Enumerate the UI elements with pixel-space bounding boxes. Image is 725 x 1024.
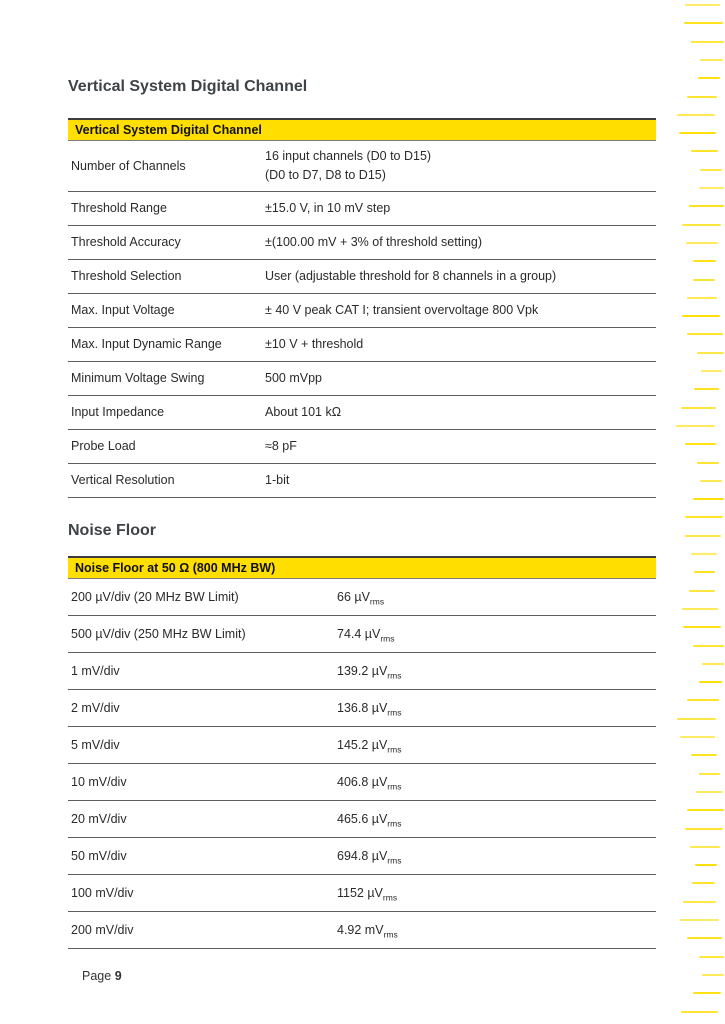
decorative-dash [680,736,715,738]
decorative-dash [687,809,724,811]
decorative-dash [697,352,724,354]
row-value [265,141,656,191]
section-title-vertical-system-digital-channel: Vertical System Digital Channel [68,78,308,95]
decorative-dash [700,169,721,171]
decorative-dash [693,279,715,281]
row-label: 50 mV/div [71,848,127,863]
decorative-dash [693,260,716,262]
decorative-dash [677,718,716,720]
page-content [68,76,656,983]
table-row [68,579,656,616]
row-value [265,329,656,360]
row-value-line: 16 input channels (D0 to D15) [265,149,432,163]
row-value-line: About 101 kΩ [265,405,342,419]
row-label: 1 mV/div [71,663,120,678]
row-label: 2 mV/div [71,700,120,715]
decorative-dash [689,205,724,207]
unit-subscript: rms [369,596,385,606]
decorative-dash [683,901,716,903]
spec-table-noise-floor [68,556,656,949]
decorative-dash [685,828,723,830]
row-label: 10 mV/div [71,774,127,789]
row-label: Minimum Voltage Swing [71,371,205,385]
decorative-dash [698,77,720,79]
row-label: 5 mV/div [71,737,120,752]
unit-subscript: rms [380,633,395,643]
row-value [265,465,656,496]
decorative-dash [687,937,722,939]
row-label: 20 mV/div [71,811,127,826]
row-value [337,767,656,798]
row-value [337,619,656,650]
page-number-value: 9 [114,969,122,983]
decorative-dash [682,224,721,226]
table-row [68,396,656,430]
table-body [68,141,656,498]
row-label: Number of Channels [71,158,186,173]
value-amount: 139.2 µV [337,663,388,678]
value-amount: 66 µV [337,589,370,604]
row-value-line: ± 40 V peak CAT I; transient overvoltage 800 Vpk [265,303,539,317]
table-row [68,294,656,328]
table-body [68,579,656,949]
row-value [337,730,656,761]
row-value [337,582,656,613]
table-row [68,875,656,912]
decorative-dash-pattern [665,0,725,1024]
value-amount: 74.4 µV [337,626,381,641]
row-label: 100 mV/div [71,885,134,900]
row-value [337,915,656,946]
decorative-dash [691,150,719,152]
row-label: Probe Load [71,439,136,453]
row-value-line: User (adjustable threshold for 8 channels in a group) [265,269,557,283]
row-value [265,397,656,428]
table-row [68,801,656,838]
decorative-dash [700,480,722,482]
row-value-line: ±10 V + threshold [265,337,364,351]
decorative-dash [699,773,720,775]
decorative-dash [683,626,722,628]
table-row [68,764,656,801]
decorative-dash [702,663,724,665]
table-header-bar: Vertical System Digital Channel [68,118,656,141]
row-value [265,261,656,292]
spec-table-vertical-system-digital-channel [68,118,656,498]
row-value-line: 1-bit [265,473,290,487]
row-value [337,878,656,909]
value-amount: 4.92 mV [337,922,384,937]
value-amount: 465.6 µV [337,811,388,826]
row-value-line: (D0 to D7, D8 to D15) [265,168,386,182]
value-amount: 1152 µV [337,885,383,900]
table-row [68,690,656,727]
value-amount: 145.2 µV [337,737,388,752]
unit-subscript: rms [387,744,402,754]
decorative-dash [685,443,717,445]
value-amount: 406.8 µV [337,774,388,789]
row-value [337,656,656,687]
decorative-dash [699,187,724,189]
decorative-dash [695,864,717,866]
table-row [68,727,656,764]
row-value [337,804,656,835]
decorative-dash [699,956,724,958]
decorative-dash [696,791,723,793]
row-label: Input Impedance [71,405,165,419]
row-value-line: ±15.0 V, in 10 mV step [265,201,391,215]
decorative-dash [691,41,724,43]
decorative-dash [690,846,720,848]
table-row [68,464,656,498]
unit-subscript: rms [383,929,398,939]
table-row [68,653,656,690]
decorative-dash [679,132,716,134]
decorative-dash [693,498,724,500]
table-row [68,430,656,464]
decorative-dash [684,22,723,24]
decorative-dash [689,590,716,592]
decorative-dash [701,370,722,372]
decorative-dash [687,699,719,701]
page-number [68,969,656,983]
table-row [68,260,656,294]
decorative-dash [687,333,723,335]
decorative-dash [682,315,720,317]
row-label: Threshold Range [71,201,167,215]
page-number-label: Page [82,969,112,983]
decorative-dash [681,1011,718,1013]
row-value [265,295,656,326]
table-header-bar: Noise Floor at 50 Ω (800 MHz BW) [68,556,656,579]
value-amount: 694.8 µV [337,848,388,863]
row-label: 200 mV/div [71,922,134,937]
decorative-dash [680,919,719,921]
decorative-dash [692,882,715,884]
decorative-dash [686,242,718,244]
decorative-dash [685,516,724,518]
row-label: Vertical Resolution [71,473,175,487]
decorative-dash [676,425,715,427]
decorative-dash [693,992,721,994]
table-row [68,328,656,362]
decorative-dash [700,59,723,61]
decorative-dash [699,681,722,683]
decorative-dash [694,388,720,390]
row-value [265,363,656,394]
unit-subscript: rms [387,670,402,680]
table-row [68,362,656,396]
value-amount: 136.8 µV [337,700,388,715]
table-row [68,912,656,949]
row-value [337,693,656,724]
decorative-dash [694,571,715,573]
row-label: Threshold Accuracy [71,235,181,249]
row-label: Max. Input Dynamic Range [71,337,222,351]
row-value [265,193,656,224]
row-label: 500 µV/div (250 MHz BW Limit) [71,626,246,641]
row-label: Threshold Selection [71,269,182,283]
decorative-dash [685,535,721,537]
decorative-dash [702,974,723,976]
table-row [68,192,656,226]
decorative-dash [682,608,718,610]
decorative-dash [685,4,719,6]
unit-subscript: rms [387,855,402,865]
unit-subscript: rms [387,707,402,717]
decorative-dash [697,462,720,464]
table-row [68,616,656,653]
decorative-dash [681,407,717,409]
table-row [68,838,656,875]
row-value [265,227,656,258]
section-title-noise-floor: Noise Floor [68,522,157,539]
row-value-line: ≈8 pF [265,439,297,453]
unit-subscript: rms [382,892,398,902]
unit-subscript: rms [387,818,402,828]
decorative-dash [691,754,716,756]
decorative-dash [677,114,715,116]
table-row [68,141,656,192]
row-value-line: 500 mVpp [265,371,322,385]
table-row [68,226,656,260]
row-value-line: ±(100.00 mV + 3% of threshold setting) [265,235,483,249]
row-value [265,431,656,462]
row-label: Max. Input Voltage [71,303,175,317]
row-value [337,841,656,872]
decorative-dash [687,96,717,98]
unit-subscript: rms [387,781,402,791]
row-label: 200 µV/div (20 MHz BW Limit) [71,589,239,604]
decorative-dash [687,297,717,299]
decorative-dash [693,645,724,647]
decorative-dash [691,553,717,555]
